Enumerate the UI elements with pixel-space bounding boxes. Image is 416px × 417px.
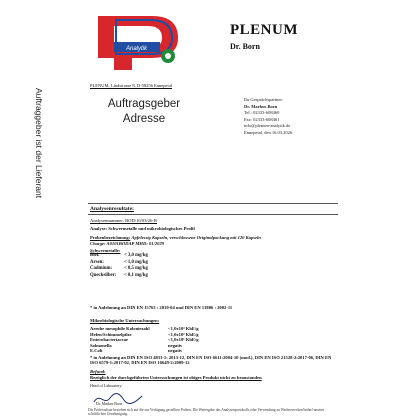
micro-value: <1,0x10³ KbE/g — [168, 326, 199, 331]
micro-value: <1,0x10¹ KbE/g — [168, 337, 199, 343]
contact-line: Dr. Markus Born — [244, 103, 278, 109]
metal-value: < 3,0 mg/kg — [124, 253, 148, 258]
metal-value: < 0,5 mg/kg — [124, 266, 148, 272]
sample-info — [90, 218, 335, 254]
signature-name: Dr. Markus Born — [96, 402, 122, 406]
divider — [88, 203, 338, 204]
micro-organism: Salmonella — [90, 342, 112, 348]
micro-table — [90, 326, 199, 354]
charge-line: Charge: A0101BODAP MHD: 01/2029 — [90, 241, 165, 247]
metal-value: < 1,0 mg/kg — [124, 259, 148, 265]
contact-line: info@plenum-analytik.de — [244, 123, 291, 129]
results-title: Analysenresultate: — [90, 206, 134, 212]
address-line-2: Adresse — [122, 113, 166, 125]
address-line-1: Auftragsgeber — [107, 98, 181, 110]
metal-row — [90, 273, 148, 280]
metals-norm: * in Anlehnung an DIN EN 15763 : 2010-04 und DIN EN 13806 : 2002-11 — [90, 305, 233, 310]
metal-element: Arsen: — [90, 259, 104, 265]
divider — [88, 214, 338, 215]
befund-text: Bezüglich der durchgeführten Untersuchungen ist obiges Produkt nicht zu beanstanden — [90, 375, 262, 380]
micro-value: <1,0x10² KbE/g — [168, 331, 199, 337]
sample-number: Analysennummer: BOD/16/03/26-B — [90, 218, 157, 223]
footer-disclaimer: Die Prüfresultate beziehen sich auf die zur Verfügung gestellten Proben. Die Weitergabe des Analysenprotokolls oder Verwendung zu Werbezwecken bedarf unserer schriftlichen Genehmigung. — [88, 408, 325, 417]
metal-value: < 0,1 mg/kg — [124, 272, 148, 278]
metals-title: Schwermetalle: — [90, 247, 121, 253]
metal-element: Blei: — [90, 253, 100, 258]
contact-line: Tel.: 02333-608460 — [244, 110, 280, 116]
contact-line: Ihr Gesprächspartner: — [244, 97, 284, 102]
micro-value: negativ — [168, 348, 183, 354]
recipient-address — [92, 97, 196, 147]
side-note: Auftraggeber ist der Lieferant — [34, 88, 44, 199]
micro-norm: * in Anlehnung an DIN EN ISO 4833-1: 2013-12, DIN EN ISO 6611:2004-10 (mod.), DIN EN ISO 21528-2:2017-06, DIN EN ISO 6579-1:2017-02, DIN EN ISO 16649-2:2009-12 — [90, 355, 332, 366]
sample-label: Probenbezeichnung: — [90, 234, 131, 240]
contact-line: Fax: 02333-608461 — [244, 116, 280, 122]
metal-element: Cadmium: — [90, 266, 113, 272]
metal-element: Quecksilber: — [90, 272, 117, 278]
metals-table — [90, 253, 148, 279]
metal-row — [90, 260, 148, 267]
micro-organism: Enterobacteriaceae — [90, 337, 128, 343]
company-name: PLENUM — [230, 22, 298, 38]
micro-value: negativ — [168, 342, 183, 348]
micro-organism: Aerobe mesophile Koloniezahl — [90, 326, 150, 331]
analysis-line: Analyse: Schwermetalle und mikrobiologisches Profil — [90, 226, 195, 232]
contact-line: Ennepetal, den 16.03.2026 — [244, 129, 293, 135]
metal-row — [90, 266, 148, 273]
metal-row — [90, 253, 148, 260]
signature-role: Head of Laboratory: — [90, 383, 123, 388]
micro-organism: E.Coli — [90, 348, 103, 354]
logo-text: Analytik — [126, 46, 148, 52]
micro-title: Mikrobiologische Untersuchungen: — [90, 318, 160, 323]
sample-description: Apfelessig Kapseln, verschlossene Originalpackung mit 120 Kapseln — [131, 234, 261, 240]
company-subtitle: Dr. Born — [230, 42, 260, 51]
micro-organism: Hefen/Schimmelpilze — [90, 331, 132, 337]
sender-line: PLENUM, Lindstrasse 8, D-58256 Ennepetal — [90, 83, 172, 88]
befund-title: Befund: — [90, 369, 106, 374]
micro-row — [90, 348, 199, 354]
contact-block — [244, 97, 292, 137]
plenum-analytik-logo — [92, 12, 192, 74]
